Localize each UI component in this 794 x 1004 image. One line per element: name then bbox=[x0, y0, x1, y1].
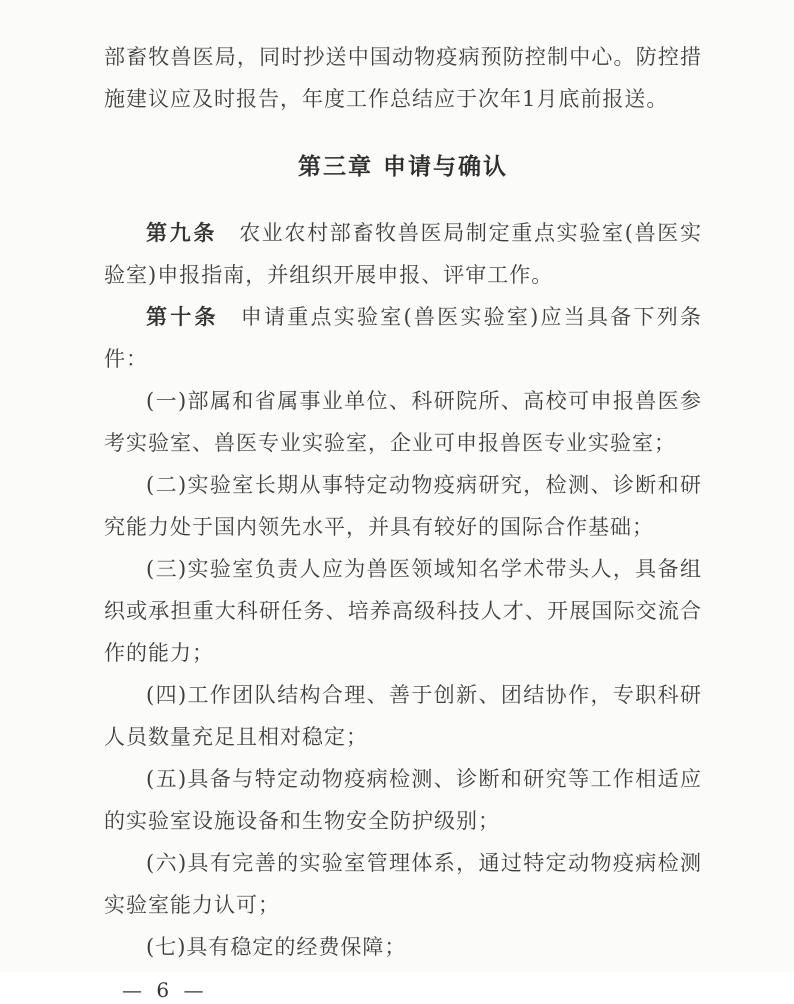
article-label: 第九条 bbox=[146, 221, 218, 245]
article-label: 第十条 bbox=[146, 305, 219, 329]
article-text: 申请重点实验室(兽医实验室)应当具备下列条件： bbox=[104, 305, 702, 371]
condition-item-1: (一)部属和省属事业单位、科研院所、高校可申报兽医参考实验室、兽医专业实验室，企业可申报兽医专业实验室； bbox=[104, 389, 702, 455]
article-text: 农业农村部畜牧兽医局制定重点实验室(兽医实验室)申报指南，并组织开展申报、评审工作。 bbox=[104, 221, 702, 287]
condition-item-7: (七)具有稳定的经费保障； bbox=[146, 935, 407, 959]
condition-item-3: (三)实验室负责人应为兽医领域知名学术带头人，具备组织或承担重大科研任务、培养高级科技人才、开展国际交流合作的能力； bbox=[104, 557, 702, 665]
continuation-paragraph: 部畜牧兽医局，同时抄送中国动物疫病预防控制中心。防控措施建议应及时报告，年度工作总结应于次年1月底前报送。 bbox=[104, 45, 702, 111]
condition-item-2: (二)实验室长期从事特定动物疫病研究，检测、诊断和研究能力处于国内领先水平，并具有较好的国际合作基础； bbox=[104, 473, 702, 539]
condition-item-5: (五)具备与特定动物疫病检测、诊断和研究等工作相适应的实验室设施设备和生物安全防护级别； bbox=[104, 767, 702, 833]
page-footer bbox=[104, 976, 702, 1004]
article-paragraph-9 bbox=[104, 212, 702, 296]
chapter-heading: 第三章 申请与确认 bbox=[297, 154, 508, 180]
page-number: — 6 — bbox=[122, 978, 208, 1002]
article-paragraph-10 bbox=[104, 296, 702, 380]
condition-item-6: (六)具有完善的实验室管理体系，通过特定动物疫病检测实验室能力认可； bbox=[104, 851, 702, 917]
condition-item-4: (四)工作团队结构合理、善于创新、团结协作，专职科研人员数量充足且相对稳定； bbox=[104, 683, 702, 749]
